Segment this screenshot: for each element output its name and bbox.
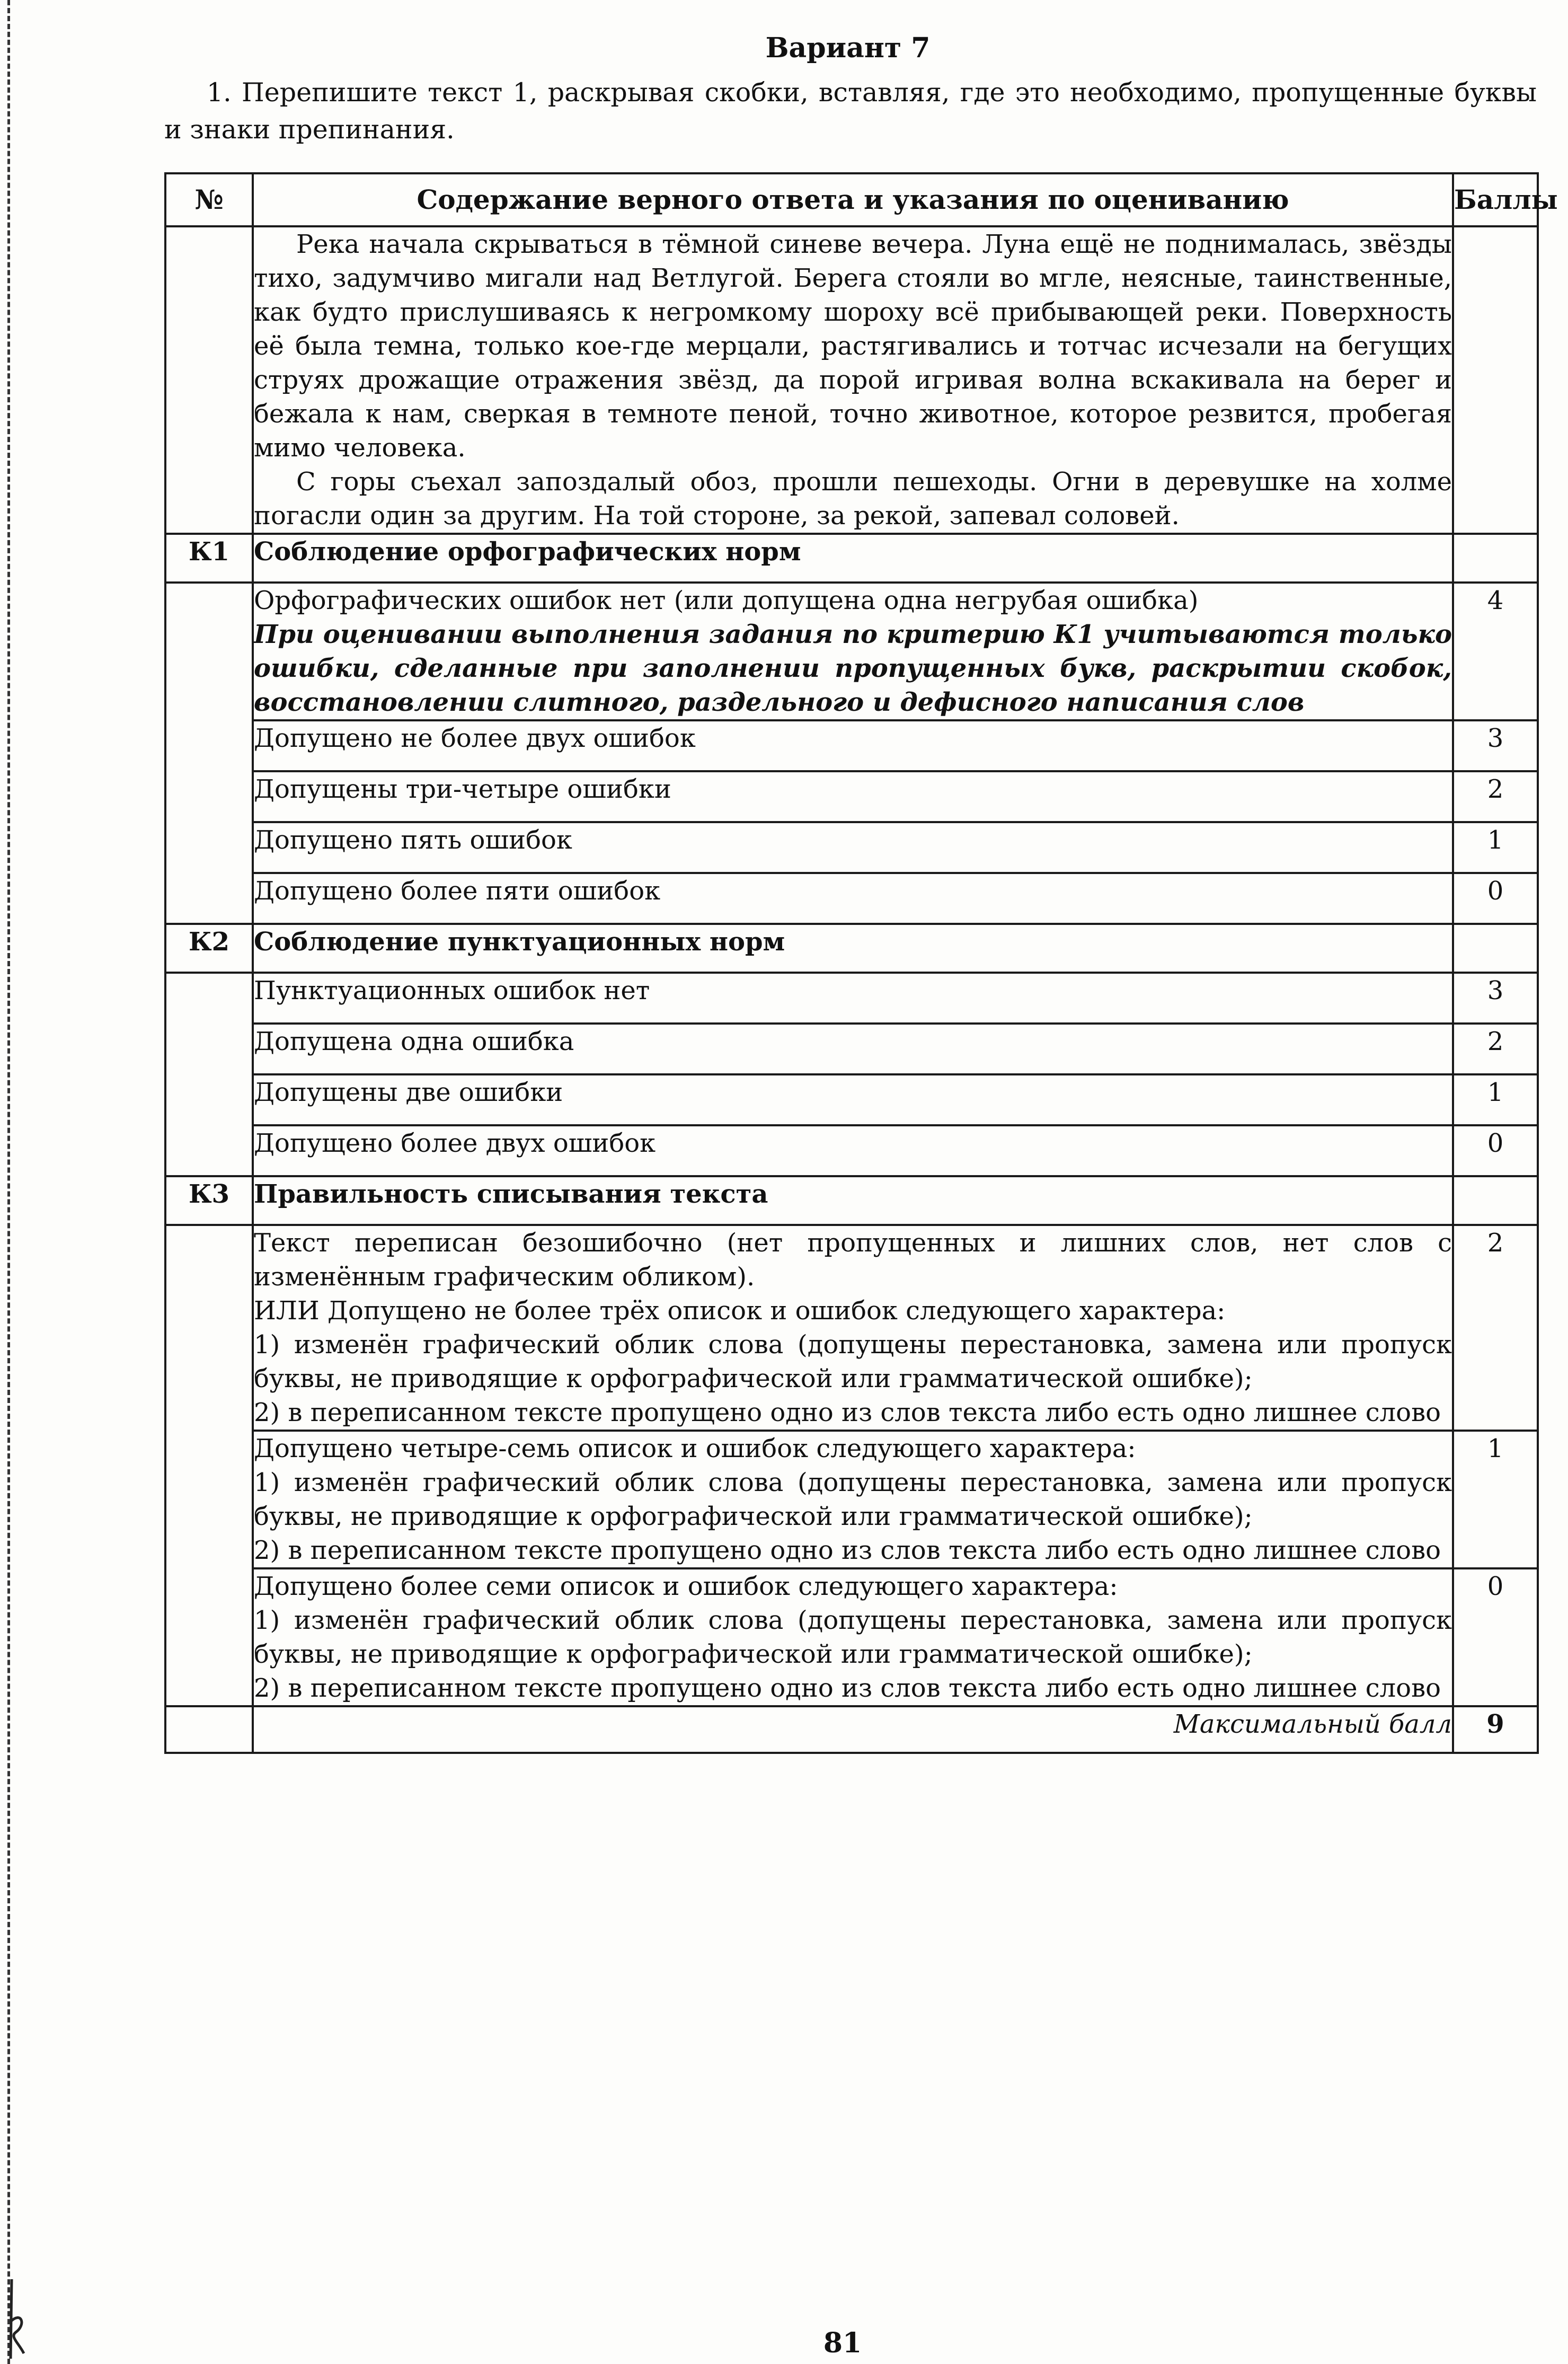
criterion-text: Допущены три-четыре ошибки xyxy=(253,771,1453,822)
table-row xyxy=(165,771,1538,822)
criterion-row-k2 xyxy=(165,924,1538,973)
criterion-text: Допущены две ошибки xyxy=(253,1074,1453,1125)
table-row xyxy=(165,973,1538,1024)
criterion-text: Допущено более двух ошибок xyxy=(253,1125,1453,1176)
table-row xyxy=(165,1225,1538,1431)
criterion-text: Допущено четыре-семь описок и ошибок следующего характера: xyxy=(254,1434,1136,1463)
criterion-text: Допущено не более двух ошибок xyxy=(253,720,1453,771)
criterion-title: Соблюдение пунктуационных норм xyxy=(253,924,1453,973)
answer-text-row xyxy=(165,226,1538,534)
criterion-text: 2) в переписанном тексте пропущено одно из слов текста либо есть одно лишнее слово xyxy=(254,1673,1441,1703)
score-cell: 2 xyxy=(1453,771,1538,822)
table-row xyxy=(165,1125,1538,1176)
table-row xyxy=(165,1431,1538,1568)
criterion-id: К3 xyxy=(165,1176,253,1225)
page-number: 81 xyxy=(823,2327,862,2359)
criterion-text: 2) в переписанном тексте пропущено одно из слов текста либо есть одно лишнее слово xyxy=(254,1398,1441,1427)
criterion-text: Пунктуационных ошибок нет xyxy=(253,973,1453,1024)
answer-paragraph: С горы съехал запоздалый обоз, прошли пешеходы. Огни в деревушке на холме погасли один за другим. На той стороне, за рекой, запевал соловей. xyxy=(254,467,1452,531)
criterion-note: При оценивании выполнения задания по критерию К1 учитываются только ошибки, сделанные при заполнении пропущенных букв, раскрытии скобок, восстановлении слитного, раздельного и дефисного написания слов xyxy=(254,620,1452,717)
header-score: Баллы xyxy=(1453,173,1538,226)
criterion-text: 1) изменён графический облик слова (допущены перестановка, замена или пропуск буквы, не приводящие к орфографической или грамматической ошибке); xyxy=(254,1468,1452,1531)
criterion-text: Орфографических ошибок нет (или допущена одна негрубая ошибка) xyxy=(254,586,1199,615)
table-row xyxy=(165,583,1538,720)
score-cell: 0 xyxy=(1453,1568,1538,1706)
table-row xyxy=(165,1024,1538,1074)
table-row xyxy=(165,822,1538,873)
grading-table xyxy=(164,172,1558,1754)
table-row xyxy=(165,873,1538,924)
criterion-text: Допущено пять ошибок xyxy=(253,822,1453,873)
score-cell: 0 xyxy=(1453,873,1538,924)
criterion-text: 1) изменён графический облик слова (допущены перестановка, замена или пропуск буквы, не приводящие к орфографической или грамматической ошибке); xyxy=(254,1606,1452,1669)
header-num: № xyxy=(165,173,253,226)
header-content: Содержание верного ответа и указания по оцениванию xyxy=(253,173,1453,226)
score-cell: 4 xyxy=(1453,583,1538,720)
cut-line xyxy=(7,0,10,2364)
max-score-label: Максимальный балл xyxy=(253,1706,1453,1753)
criterion-id: К1 xyxy=(165,534,253,583)
criterion-text: 2) в переписанном тексте пропущено одно из слов текста либо есть одно лишнее слово xyxy=(254,1536,1441,1565)
table-row xyxy=(165,720,1538,771)
score-cell: 3 xyxy=(1453,720,1538,771)
criterion-title: Правильность списывания текста xyxy=(253,1176,1453,1225)
criterion-row-k3 xyxy=(165,1176,1538,1225)
answer-paragraph: Река начала скрываться в тёмной синеве вечера. Луна ещё не поднималась, звёзды тихо, задумчиво мигали над Ветлугой. Берега стояли во мгле, неясные, таинственные, как будто прислушиваясь к негромкому шороху всё прибывающей реки. Поверхность её была темна, только кое-где мерцали, растягивались и тотчас исчезали на бегущих струях дрожащие отражения звёзд, да порой игривая волна вскакивала на берег и бежала к нам, сверкая в темноте пеной, точно животное, которое резвится, пробегая мимо человека. xyxy=(254,230,1452,463)
criterion-title: Соблюдение орфографических норм xyxy=(253,534,1453,583)
score-cell: 1 xyxy=(1453,1074,1538,1125)
max-score-row xyxy=(165,1706,1538,1753)
score-cell: 3 xyxy=(1453,973,1538,1024)
score-cell: 0 xyxy=(1453,1125,1538,1176)
criterion-text: 1) изменён графический облик слова (допущены перестановка, замена или пропуск буквы, не приводящие к орфографической или грамматической ошибке); xyxy=(254,1330,1452,1393)
criterion-text: Текст переписан безошибочно (нет пропущенных и лишних слов, нет слов с изменённым графическим обликом). xyxy=(254,1228,1452,1292)
table-row xyxy=(165,1568,1538,1706)
criterion-text: Допущено более пяти ошибок xyxy=(253,873,1453,924)
max-score-value: 9 xyxy=(1453,1706,1538,1753)
criterion-row-k1 xyxy=(165,534,1538,583)
score-cell: 2 xyxy=(1453,1024,1538,1074)
score-cell: 1 xyxy=(1453,1431,1538,1568)
table-header-row xyxy=(165,173,1538,226)
task-text: 1. Перепишите текст 1, раскрывая скобки, вставляя, где это необходимо, пропущенные буквы и знаки препинания. xyxy=(164,77,1537,145)
task-instruction xyxy=(164,74,1537,148)
criterion-text: ИЛИ Допущено не более трёх описок и ошибок следующего характера: xyxy=(254,1296,1226,1326)
criterion-id: К2 xyxy=(165,924,253,973)
criterion-text: Допущена одна ошибка xyxy=(253,1024,1453,1074)
variant-title: Вариант 7 xyxy=(765,32,931,64)
score-cell: 2 xyxy=(1453,1225,1538,1431)
score-cell: 1 xyxy=(1453,822,1538,873)
answer-text xyxy=(253,226,1453,534)
table-row xyxy=(165,1074,1538,1125)
criterion-text: Допущено более семи описок и ошибок следующего характера: xyxy=(254,1572,1118,1601)
